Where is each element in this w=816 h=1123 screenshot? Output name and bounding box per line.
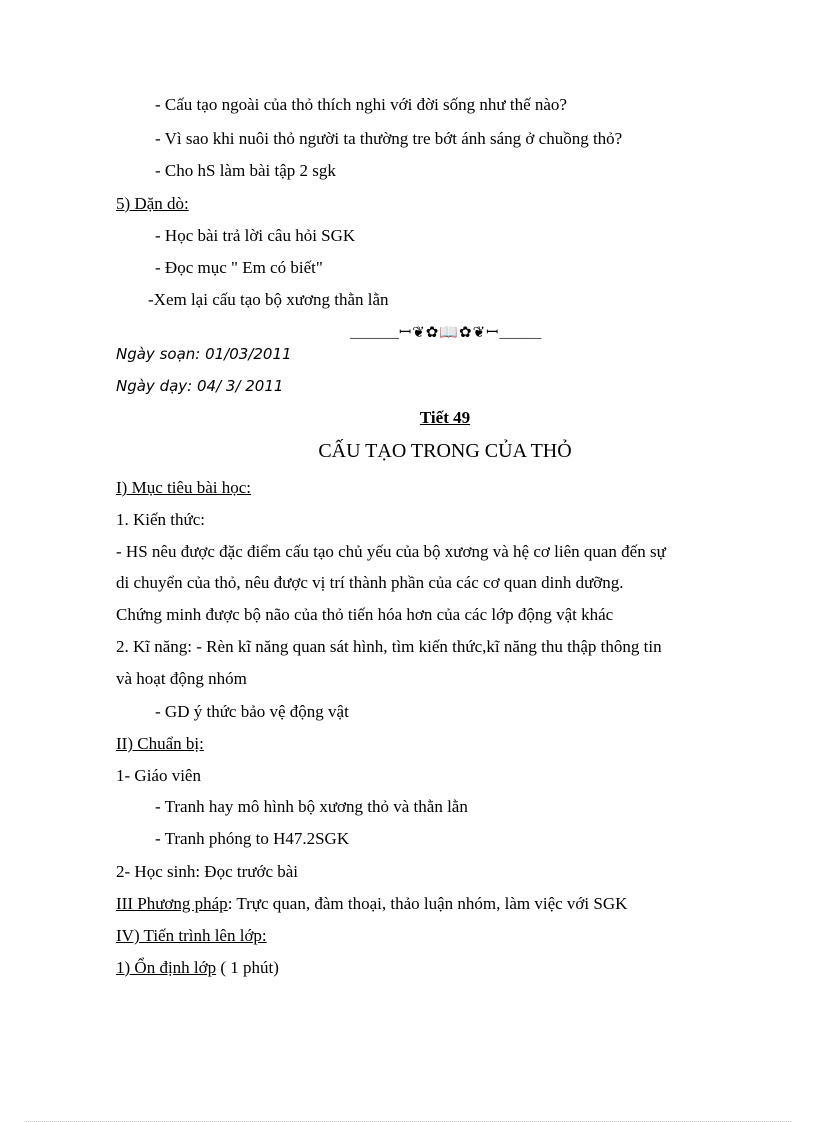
knowledge-line: di chuyển của thỏ, nêu được vị trí thành phần của các cơ quan dinh dưỡng. [116, 573, 624, 592]
date-prepared: Ngày soạn: 01/03/2011 [116, 345, 292, 363]
preparation-heading: II) Chuẩn bị: [116, 734, 204, 753]
lesson-period: Tiết 49 [419, 408, 471, 427]
knowledge-line: Chứng minh được bộ não của thỏ tiến hóa hơn của các lớp động vật khác [116, 605, 614, 624]
step1-heading: 1) Ổn định lớp [116, 958, 217, 977]
question-line: - Cấu tạo ngoài của thỏ thích nghi với đời sống như thế nào? [155, 95, 567, 114]
method-heading: III Phương pháp [116, 894, 228, 913]
skills-line: và hoạt động nhóm [116, 669, 247, 688]
divider-line-left: _______ [350, 326, 399, 341]
homework-item: - Học bài trả lời câu hỏi SGK [155, 226, 356, 245]
question-line: - Cho hS làm bài tập 2 sgk [155, 161, 336, 180]
homework-item: - Đọc mục " Em có biết" [155, 258, 323, 277]
skills-line: 2. Kĩ năng: - Rèn kĩ năng quan sát hình, tìm kiến thức,kĩ năng thu thập thông tin [116, 637, 662, 656]
knowledge-line: - HS nêu được đặc điểm cấu tạo chủ yếu của bộ xương và hệ cơ liên quan đến sự [116, 542, 666, 561]
teacher-heading: 1- Giáo viên [116, 766, 201, 785]
objectives-heading: I) Mục tiêu bài học: [116, 478, 252, 497]
divider-line-right: ______ [499, 326, 542, 341]
lesson-title: CẤU TẠO TRONG CỦA THỎ [318, 440, 572, 462]
method-line [116, 894, 627, 914]
homework-heading: 5) Dặn dò: [116, 194, 189, 213]
ornament-icon: ꟷ❦✿📖✿❦ꟷ [399, 325, 500, 341]
page-border [25, 1121, 791, 1122]
section-divider [350, 322, 541, 342]
teacher-item: - Tranh phóng to H47.2SGK [155, 829, 350, 848]
knowledge-heading: 1. Kiến thức: [116, 510, 206, 529]
method-text: : Trực quan, đàm thoại, thảo luận nhóm, làm việc với SGK [227, 894, 628, 913]
attitude-line: - GD ý thức bảo vệ động vật [155, 702, 349, 721]
question-line: - Vì sao khi nuôi thỏ người ta thường tre bớt ánh sáng ở chuồng thỏ? [155, 129, 623, 148]
date-taught: Ngày dạy: 04/ 3/ 2011 [116, 377, 284, 395]
student-line: 2- Học sinh: Đọc trước bài [116, 862, 299, 881]
step1-line [116, 958, 279, 978]
step1-text: ( 1 phút) [216, 958, 279, 977]
process-heading: IV) Tiến trình lên lớp: [116, 926, 267, 945]
homework-item: -Xem lại cấu tạo bộ xương thằn lằn [148, 290, 389, 309]
teacher-item: - Tranh hay mô hình bộ xương thỏ và thằn lằn [155, 797, 468, 816]
